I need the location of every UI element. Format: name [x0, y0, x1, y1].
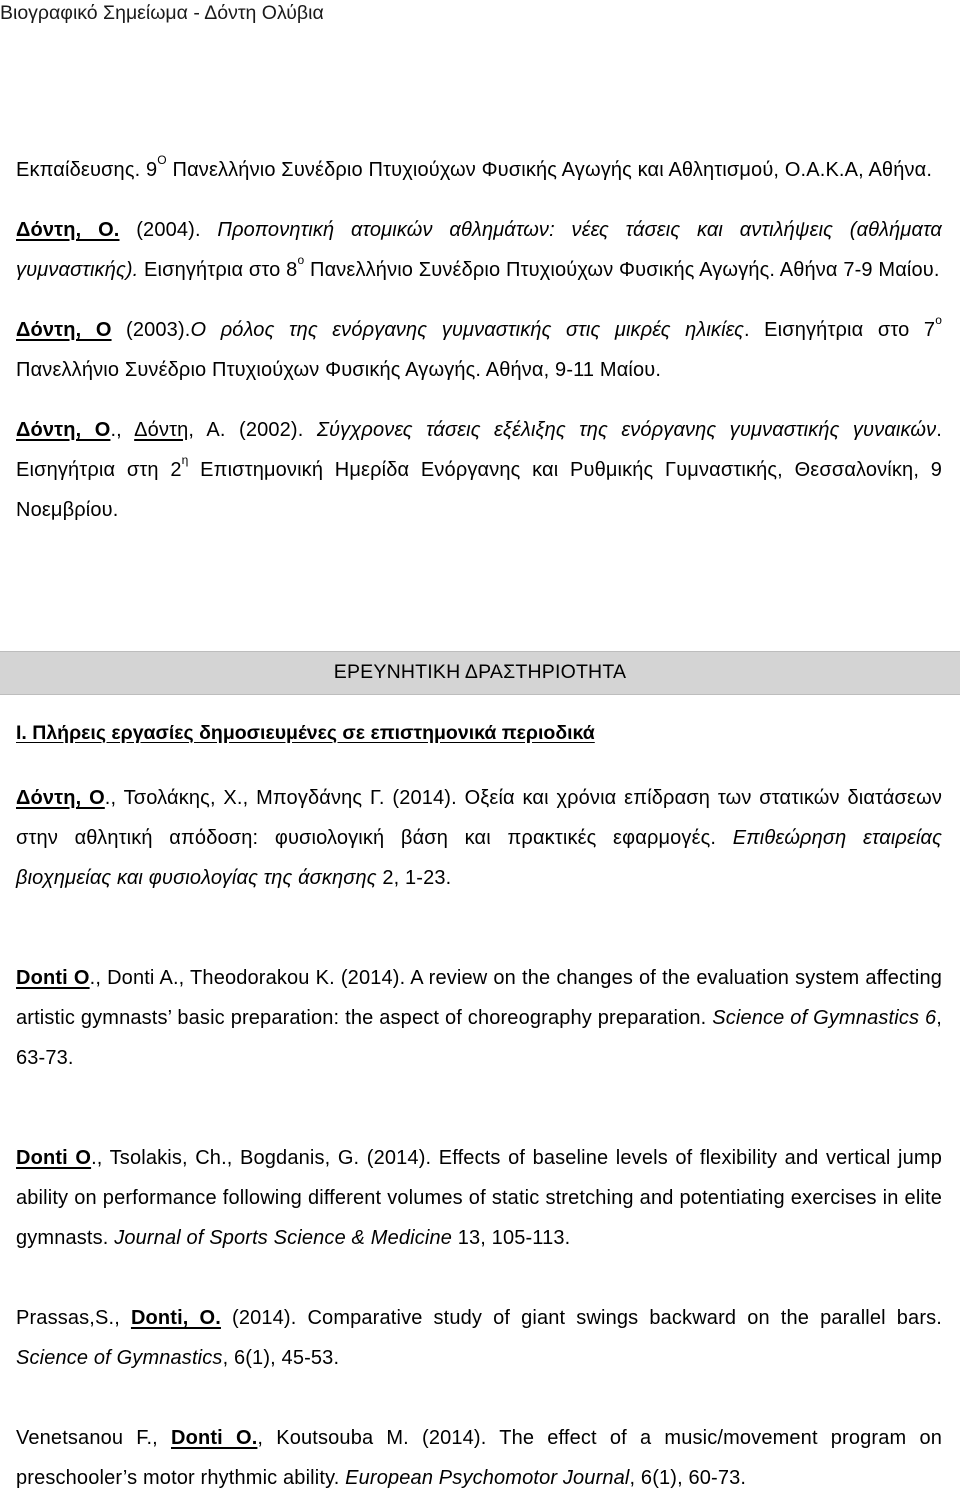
publication-pre: Prassas,S., [16, 1307, 131, 1329]
journal-name: Επιθεώρηση εταιρείας βιοχημείας και φυσιολογίας της άσκησης [16, 827, 942, 889]
publication-text: (2014). Comparative study of giant swings backward on the parallel bars. [220, 1307, 942, 1329]
publication-text: , Koutsouba M. (2014). The effect of a music/movement program on preschooler’s motor rhythmic ability. [16, 1427, 942, 1489]
author-name: Δόντη, Ο [16, 787, 105, 809]
publication-text: ., Τσολάκης, Χ., Μπογδάνης Γ. (2014). Οξεία και χρόνια επίδραση των στατικών διατάσεων στην αθλητική απόδοση: φυσιολογική βάση και πρακτικές εφαρμογές. [16, 787, 943, 849]
publication-pre: Venetsanou F., [16, 1427, 171, 1449]
publication-item [16, 1298, 942, 1378]
ordinal-superscript: ο [297, 253, 305, 268]
entry-2003 [16, 310, 942, 390]
publication-tail: , 6(1), 60-73. [629, 1467, 747, 1489]
coauthor-name: Δόντη [134, 419, 189, 441]
entry-text: Πανελλήνιο Συνέδριο Πτυχιούχων Φυσικής Αγωγής και Αθλητισμού, Ο.Α.Κ.Α, Αθήνα. [166, 159, 933, 181]
author-name: Donti, O. [130, 1307, 221, 1329]
publication-item [16, 1138, 942, 1258]
journal-name: Journal of Sports Science & Medicine [114, 1227, 452, 1249]
ordinal-superscript: η [181, 453, 189, 468]
entry-text: . Εισηγήτρια στη 2 [16, 419, 943, 481]
author-name: Δόντη, Ο [16, 419, 111, 441]
presentation-title: Σύγχρονες τάσεις εξέλιξης της ενόργανης γυμναστικής γυναικών [316, 419, 937, 441]
ordinal-superscript: ο [935, 313, 943, 328]
entry-2002 [16, 410, 942, 530]
author-name: Donti O [16, 967, 90, 989]
entry-continued [16, 150, 942, 190]
entry-text: Εκπαίδευσης. 9 [16, 159, 158, 181]
publication-item [16, 958, 942, 1078]
publication-tail: , 6(1), 45-53. [222, 1347, 340, 1369]
presentation-title: Ο ρόλος της ενόργανης γυμναστικής στις μικρές ηλικίες [190, 319, 744, 341]
author-name: Δόντη, Ο. [16, 219, 120, 241]
entry-2004 [16, 210, 942, 290]
subsection-heading: Ι. Πλήρεις εργασίες δημοσιευμένες σε επιστημονικά περιοδικά [16, 722, 595, 744]
publication-item [16, 778, 942, 898]
publication-text: ., Tsolakis, Ch., Bogdanis, G. (2014). Effects of baseline levels of flexibility and vertical jump ability on performance following different volumes of static stretching and potentiating exercises in elite gymnasts. [16, 1147, 942, 1249]
publication-tail: 2, 1-23. [376, 867, 452, 889]
ordinal-superscript: Ο [157, 153, 167, 168]
entry-text: Εισηγήτρια στο 8 [138, 259, 298, 281]
journal-publications [16, 778, 942, 1498]
year: , Α. (2002). [188, 419, 317, 441]
publication-text: ., Donti A., Theodorakou K. (2014). A review on the changes of the evaluation system affecting artistic gymnasts’ basic preparation: the aspect of choreography preparation. [16, 967, 942, 1029]
entry-text: . Εισηγήτρια στο 7 [743, 319, 936, 341]
author-name: Δόντη, Ο [16, 319, 112, 341]
entry-text: Πανελλήνιο Συνέδριο Πτυχιούχων Φυσικής Αγωγής. Αθήνα, 9-11 Μαίου. [16, 359, 662, 381]
journal-name: Science of Gymnastics 6 [712, 1007, 937, 1029]
author-name: Donti O. [171, 1427, 258, 1449]
publication-item [16, 1418, 942, 1498]
journal-name: European Psychomotor Journal [345, 1467, 630, 1489]
journal-name: Science of Gymnastics [16, 1347, 223, 1369]
presentation-title: Προπονητική ατομικών αθλημάτων: νέες τάσεις και αντιλήψεις (αθλήματα γυμναστικής). [16, 219, 942, 281]
author-name: Donti O [16, 1147, 92, 1169]
entry-text: Επιστημονική Ημερίδα Ενόργανης και Ρυθμικής Γυμναστικής, Θεσσαλονίκη, 9 Νοεμβρίου. [16, 459, 942, 521]
section-title: ΕΡΕΥΝΗΤΙΚΗ ΔΡΑΣΤΗΡΙΟΤΗΤΑ [333, 661, 627, 683]
document-header-title: Βιογραφικό Σημείωμα - Δόντη Ολύβια [0, 2, 324, 24]
publication-tail: , 63-73. [16, 1007, 942, 1069]
conference-presentations [16, 150, 942, 530]
year: (2003). [111, 319, 191, 341]
entry-text: ., [110, 419, 135, 441]
year: (2004). [119, 219, 218, 241]
publication-tail: 13, 105-113. [452, 1227, 571, 1249]
entry-text: Πανελλήνιο Συνέδριο Πτυχιούχων Φυσικής Αγωγής. Αθήνα 7-9 Μαίου. [304, 259, 940, 281]
